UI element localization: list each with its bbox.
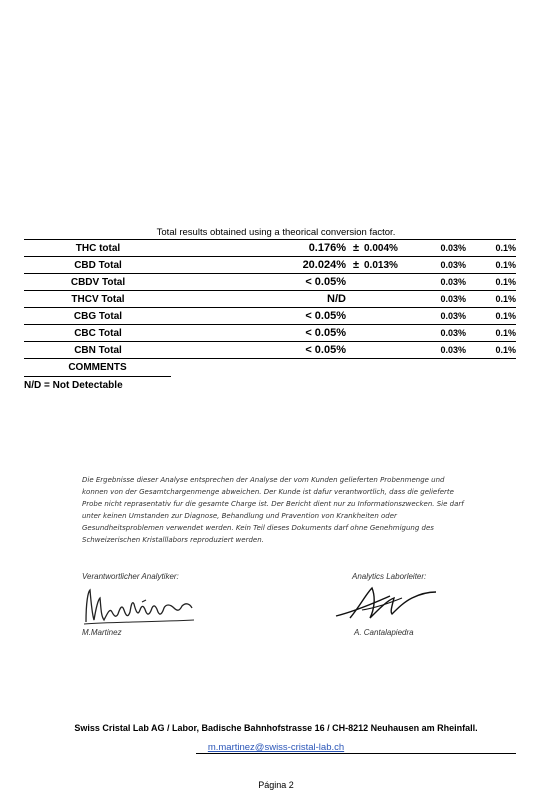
lod-value: 0.03%	[414, 257, 466, 274]
table-row	[24, 240, 516, 257]
result-value: < 0.05%	[172, 308, 348, 325]
table-row	[24, 325, 516, 342]
analyst-signature	[82, 582, 202, 628]
analyst-name: M.Martinez	[82, 628, 122, 637]
lod-value: 0.03%	[414, 240, 466, 257]
lab-director-role-label: Analytics Laborleiter:	[352, 572, 427, 581]
plus-minus-sign: ±	[348, 240, 364, 257]
uncertainty-value	[364, 342, 414, 359]
loq-value: 0.1%	[466, 308, 516, 325]
plus-minus-sign: ±	[348, 257, 364, 274]
plus-minus-sign	[348, 342, 364, 359]
table-row	[24, 257, 516, 274]
cannabinoid-name: THC total	[24, 240, 172, 257]
nd-note: N/D = Not Detectable	[24, 380, 123, 391]
results-table	[24, 239, 516, 359]
lod-value: 0.03%	[414, 342, 466, 359]
lod-value: 0.03%	[414, 308, 466, 325]
uncertainty-value: 0.013%	[364, 257, 414, 274]
cannabinoid-name: CBD Total	[24, 257, 172, 274]
lab-address: Swiss Cristal Lab AG / Labor, Badische Bahnhofstrasse 16 / CH-8212 Neuhausen am Rheinfall.	[74, 723, 478, 733]
cannabinoid-name: CBG Total	[24, 308, 172, 325]
plus-minus-sign	[348, 291, 364, 308]
contact-email-link[interactable]: m.martinez@swiss-cristal-lab.ch	[207, 742, 345, 753]
table-row	[24, 291, 516, 308]
lod-value: 0.03%	[414, 291, 466, 308]
loq-value: 0.1%	[466, 325, 516, 342]
cannabinoid-name: THCV Total	[24, 291, 172, 308]
uncertainty-value	[364, 291, 414, 308]
page-number: Página 2	[258, 780, 294, 790]
table-row	[24, 308, 516, 325]
uncertainty-value: 0.004%	[364, 240, 414, 257]
lab-director-name: A. Cantalapiedra	[354, 628, 414, 637]
comments-label: COMMENTS	[24, 360, 171, 377]
loq-value: 0.1%	[466, 291, 516, 308]
lod-value: 0.03%	[414, 274, 466, 291]
plus-minus-sign	[348, 325, 364, 342]
analyst-role-label: Verantwortlicher Analytiker:	[82, 572, 179, 581]
uncertainty-value	[364, 325, 414, 342]
loq-value: 0.1%	[466, 257, 516, 274]
loq-value: 0.1%	[466, 274, 516, 291]
cannabinoid-name: CBDV Total	[24, 274, 172, 291]
loq-value: 0.1%	[466, 342, 516, 359]
loq-value: 0.1%	[466, 240, 516, 257]
lod-value: 0.03%	[414, 325, 466, 342]
cannabinoid-name: CBC Total	[24, 325, 172, 342]
result-value: 20.024%	[172, 257, 348, 274]
result-value: 0.176%	[172, 240, 348, 257]
result-value: < 0.05%	[172, 342, 348, 359]
result-value: < 0.05%	[172, 325, 348, 342]
table-row	[24, 274, 516, 291]
plus-minus-sign	[348, 274, 364, 291]
result-value: < 0.05%	[172, 274, 348, 291]
results-caption: Total results obtained using a theorical conversion factor.	[156, 227, 396, 238]
footer-divider	[196, 753, 516, 754]
lab-director-signature	[332, 580, 442, 624]
plus-minus-sign	[348, 308, 364, 325]
uncertainty-value	[364, 274, 414, 291]
uncertainty-value	[364, 308, 414, 325]
result-value: N/D	[172, 291, 348, 308]
disclaimer-text: Die Ergebnisse dieser Analyse entsprechen der Analyse der vom Kunden gelieferten Probenmenge und konnen von der Gesamtchargenmenge abweichen. Der Kunde ist dafur verantwortlich, dass die gelieferte Probe nicht reprasentativ fur die gesamte Charge ist. Der Bericht dient nur zu Informationszwecken. Sie darf unter keinen Umstanden zur Diagnose, Behandlung und Pravention von Krankheiten oder Gesundheitsproblemen verwendet werden. Kein Teil dieses Dokuments darf ohne Genehmigung des Schweizerischen Kristalllabors reproduziert werden.	[82, 476, 464, 544]
cannabinoid-name: CBN Total	[24, 342, 172, 359]
table-row	[24, 342, 516, 359]
